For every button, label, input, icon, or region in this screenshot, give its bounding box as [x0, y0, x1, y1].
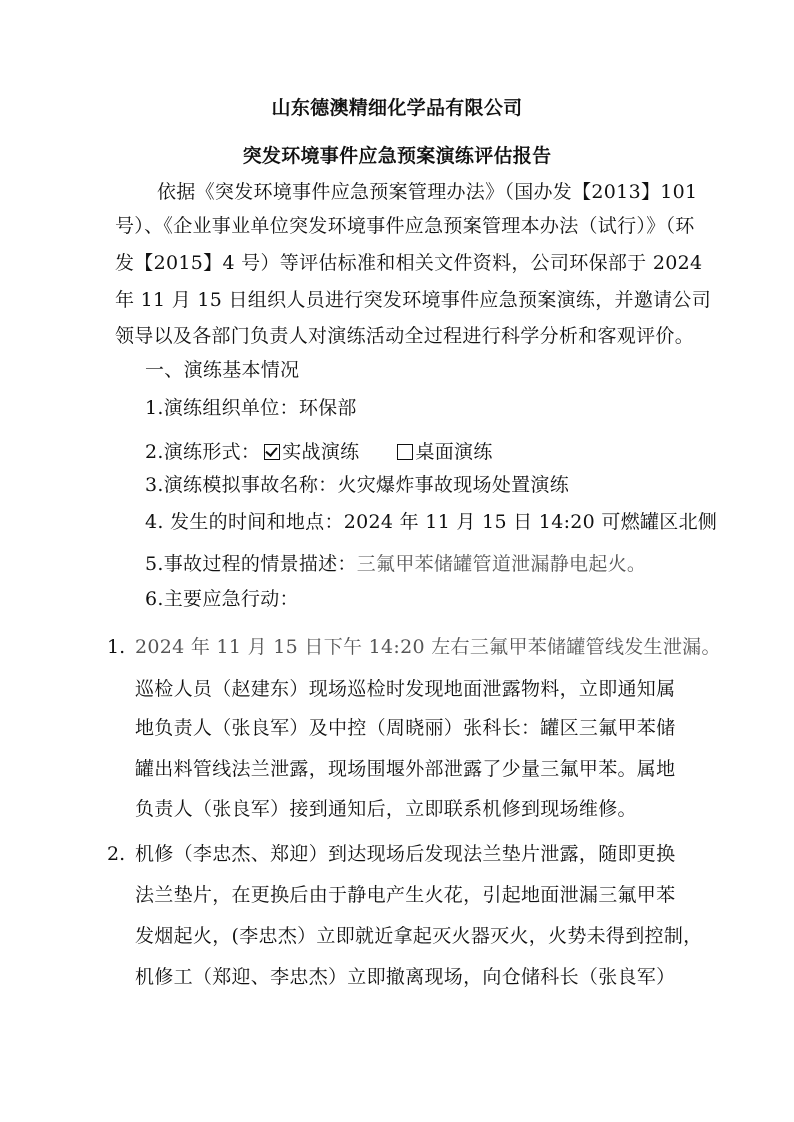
scenario-text: 三氟甲苯储罐管道泄漏静电起火。	[356, 553, 647, 575]
accident-name: 3.演练模拟事故名称：火灾爆炸事故现场处置演练	[145, 474, 570, 496]
action-2-line-2: 法兰垫片，在更换后由于静电产生火花，引起地面泄漏三氟甲苯	[135, 884, 676, 906]
action-2-line-4: 机修工（郑迎、李忠杰）立即撤离现场，向仓储科长（张良军）	[135, 966, 676, 988]
intro-line-3: 发【2015】4 号）等评估标准和相关文件资料，公司环保部于 2024	[115, 252, 703, 274]
action-number: 1.	[107, 636, 126, 658]
company-name: 山东德澳精细化学品有限公司	[271, 97, 523, 119]
option-live-drill: 实战演练	[282, 441, 360, 463]
action-1-line-3: 地负责人（张良军）及中控（周晓丽）张科长：罐区三氟甲苯储	[135, 717, 676, 739]
intro-line-4: 年 11 月 15 日组织人员进行突发环境事件应急预案演练，并邀请公司	[115, 289, 712, 311]
action-1-line-4: 罐出料管线法兰泄露，现场围堰外部泄露了少量三氟甲苯。属地	[135, 758, 676, 780]
section-heading: 一、演练基本情况	[145, 359, 300, 381]
intro-line-5: 领导以及各部门负责人对演练活动全过程进行科学分析和客观评价。	[115, 325, 695, 347]
drill-form-label: 2.演练形式：	[145, 441, 261, 463]
action-2-line-3: 发烟起火，(李忠杰）立即就近拿起灭火器灭火，火势未得到控制，	[135, 925, 703, 947]
intro-line-1: 依据《突发环境事件应急预案管理办法》（国办发【2013】101	[157, 181, 698, 203]
actions-heading: 6.主要应急行动：	[145, 588, 299, 610]
action-1-line-5: 负责人（张良军）接到通知后，立即联系机修到现场维修。	[135, 798, 637, 820]
checkbox-checked-icon	[264, 444, 280, 460]
intro-line-2: 号）、《企业事业单位突发环境事件应急预案管理本办法（试行）》（环	[115, 215, 695, 237]
time-place: 4. 发生的时间和地点：2024 年 11 月 15 日 14:20 可燃罐区北侧	[145, 511, 718, 533]
action-1-line-2: 巡检人员（赵建东）现场巡检时发现地面泄露物料，立即通知属	[135, 678, 676, 700]
org-unit: 1.演练组织单位：环保部	[145, 397, 357, 419]
drill-form	[145, 440, 493, 464]
report-title: 突发环境事件应急预案演练评估报告	[242, 145, 552, 167]
checkbox-unchecked-icon	[397, 444, 413, 460]
action-2-line-1: 机修（李忠杰、郑迎）到达现场后发现法兰垫片泄露，随即更换	[135, 843, 676, 865]
scenario-label: 5.事故过程的情景描述：	[145, 553, 357, 575]
scenario	[145, 552, 646, 576]
action-1-line-1: 2024 年 11 月 15 日下午 14:20 左右三氟甲苯储罐管线发生泄漏。	[135, 636, 721, 658]
action-number: 2.	[107, 843, 126, 865]
option-tabletop-drill: 桌面演练	[415, 441, 493, 463]
